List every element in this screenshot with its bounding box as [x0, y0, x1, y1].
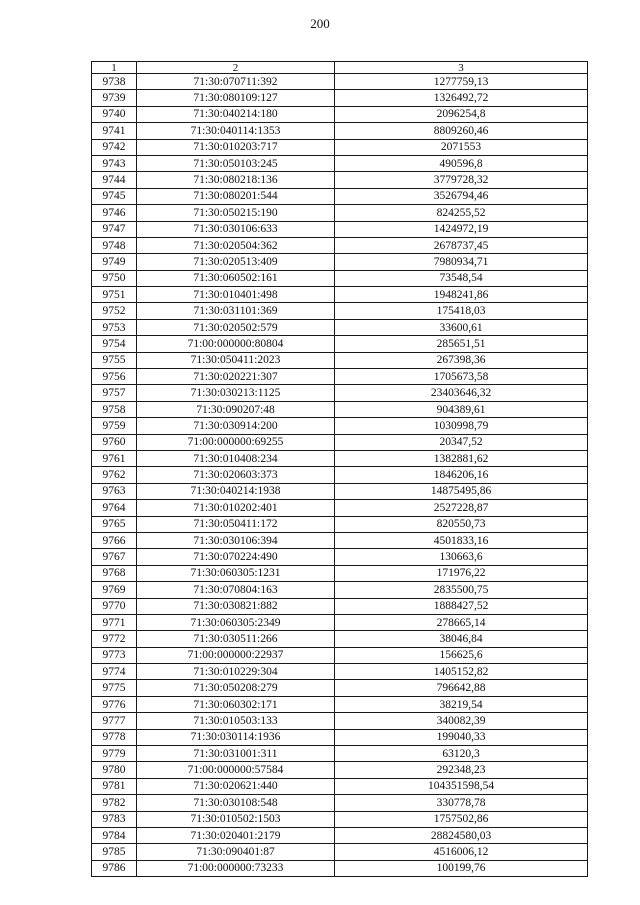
cadastral-number-cell: 71:30:050411:2023: [137, 352, 335, 368]
table-row: [92, 188, 588, 204]
table-row: [92, 483, 588, 499]
table-row: [92, 647, 588, 663]
cadastral-number-cell: 71:30:080109:127: [137, 90, 335, 106]
cadastral-number-cell: 71:30:010503:133: [137, 713, 335, 729]
table-row: [92, 500, 588, 516]
row-number-cell: 9768: [92, 565, 137, 581]
cadastral-number-cell: 71:00:000000:73233: [137, 860, 335, 876]
table-row: [92, 680, 588, 696]
row-number-cell: 9752: [92, 303, 137, 319]
cadastral-number-cell: 71:30:050411:172: [137, 516, 335, 532]
value-cell: 3779728,32: [335, 172, 588, 188]
cadastral-number-cell: 71:30:030914:200: [137, 418, 335, 434]
value-cell: 2678737,45: [335, 237, 588, 253]
cadastral-number-cell: 71:30:050103:245: [137, 155, 335, 171]
cadastral-number-cell: 71:30:060302:171: [137, 696, 335, 712]
table-row: [92, 418, 588, 434]
cadastral-number-cell: 71:30:031101:369: [137, 303, 335, 319]
row-number-cell: 9763: [92, 483, 137, 499]
value-cell: 1846206,16: [335, 467, 588, 483]
row-number-cell: 9785: [92, 844, 137, 860]
row-number-cell: 9786: [92, 860, 137, 876]
value-cell: 1424972,19: [335, 221, 588, 237]
cadastral-number-cell: 71:30:070224:490: [137, 549, 335, 565]
value-cell: 23403646,32: [335, 385, 588, 401]
row-number-cell: 9773: [92, 647, 137, 663]
cadastral-number-cell: 71:30:020504:362: [137, 237, 335, 253]
value-cell: 100199,76: [335, 860, 588, 876]
cadastral-number-cell: 71:30:010408:234: [137, 450, 335, 466]
row-number-cell: 9751: [92, 287, 137, 303]
value-cell: 824255,52: [335, 205, 588, 221]
row-number-cell: 9740: [92, 106, 137, 122]
table-row: [92, 172, 588, 188]
cadastral-number-cell: 71:30:020513:409: [137, 254, 335, 270]
cadastral-number-cell: 71:00:000000:80804: [137, 336, 335, 352]
table-row: [92, 139, 588, 155]
value-cell: 8809260,46: [335, 123, 588, 139]
value-cell: 490596,8: [335, 155, 588, 171]
cadastral-number-cell: 71:30:090401:87: [137, 844, 335, 860]
table-row: [92, 565, 588, 581]
cadastral-number-cell: 71:30:090207:48: [137, 401, 335, 417]
row-number-cell: 9782: [92, 795, 137, 811]
table-row: [92, 762, 588, 778]
value-cell: 292348,23: [335, 762, 588, 778]
cadastral-number-cell: 71:00:000000:57584: [137, 762, 335, 778]
table-row: [92, 860, 588, 876]
value-cell: 2071553: [335, 139, 588, 155]
row-number-cell: 9767: [92, 549, 137, 565]
value-cell: 28824580,03: [335, 827, 588, 843]
row-number-cell: 9753: [92, 319, 137, 335]
row-number-cell: 9755: [92, 352, 137, 368]
row-number-cell: 9780: [92, 762, 137, 778]
value-cell: 285651,51: [335, 336, 588, 352]
table-row: [92, 401, 588, 417]
row-number-cell: 9776: [92, 696, 137, 712]
value-cell: 4516006,12: [335, 844, 588, 860]
cadastral-number-cell: 71:30:010229:304: [137, 664, 335, 680]
table-row: [92, 549, 588, 565]
cadastral-number-cell: 71:30:060305:2349: [137, 614, 335, 630]
value-cell: 63120,3: [335, 746, 588, 762]
value-cell: 199040,33: [335, 729, 588, 745]
table-row: [92, 795, 588, 811]
row-number-cell: 9743: [92, 155, 137, 171]
row-number-cell: 9756: [92, 369, 137, 385]
table-row: [92, 598, 588, 614]
table-row: [92, 778, 588, 794]
cadastral-number-cell: 71:30:040214:180: [137, 106, 335, 122]
row-number-cell: 9761: [92, 450, 137, 466]
value-cell: 3526794,46: [335, 188, 588, 204]
value-cell: 38219,54: [335, 696, 588, 712]
column-header-2: 2: [137, 62, 335, 74]
table-row: [92, 729, 588, 745]
table-body: [92, 74, 588, 877]
value-cell: 2835500,75: [335, 582, 588, 598]
table-row: [92, 696, 588, 712]
value-cell: 130663,6: [335, 549, 588, 565]
table-row: [92, 450, 588, 466]
table-row: [92, 467, 588, 483]
row-number-cell: 9783: [92, 811, 137, 827]
cadastral-number-cell: 71:30:040114:1353: [137, 123, 335, 139]
cadastral-number-cell: 71:30:031001:311: [137, 746, 335, 762]
cadastral-number-cell: 71:30:010203:717: [137, 139, 335, 155]
row-number-cell: 9744: [92, 172, 137, 188]
cadastral-number-cell: 71:30:050208:279: [137, 680, 335, 696]
value-cell: 14875495,86: [335, 483, 588, 499]
row-number-cell: 9739: [92, 90, 137, 106]
value-cell: 1405152,82: [335, 664, 588, 680]
cadastral-number-cell: 71:30:010202:401: [137, 500, 335, 516]
value-cell: 1277759,13: [335, 74, 588, 90]
cadastral-number-cell: 71:30:050215:190: [137, 205, 335, 221]
table-row: [92, 123, 588, 139]
table-row: [92, 237, 588, 253]
row-number-cell: 9747: [92, 221, 137, 237]
column-header-3: 3: [335, 62, 588, 74]
row-number-cell: 9784: [92, 827, 137, 843]
cadastral-number-cell: 71:30:010401:498: [137, 287, 335, 303]
row-number-cell: 9781: [92, 778, 137, 794]
table-row: [92, 90, 588, 106]
value-cell: 104351598,54: [335, 778, 588, 794]
data-table: [91, 61, 588, 877]
cadastral-number-cell: 71:30:030108:548: [137, 795, 335, 811]
value-cell: 7980934,71: [335, 254, 588, 270]
value-cell: 267398,36: [335, 352, 588, 368]
cadastral-number-cell: 71:30:060502:161: [137, 270, 335, 286]
row-number-cell: 9738: [92, 74, 137, 90]
value-cell: 330778,78: [335, 795, 588, 811]
row-number-cell: 9754: [92, 336, 137, 352]
row-number-cell: 9766: [92, 532, 137, 548]
table-row: [92, 516, 588, 532]
value-cell: 4501833,16: [335, 532, 588, 548]
table-row: [92, 582, 588, 598]
table-row: [92, 385, 588, 401]
row-number-cell: 9741: [92, 123, 137, 139]
cadastral-number-cell: 71:30:020221:307: [137, 369, 335, 385]
value-cell: 175418,03: [335, 303, 588, 319]
value-cell: 38046,84: [335, 631, 588, 647]
value-cell: 796642,88: [335, 680, 588, 696]
row-number-cell: 9745: [92, 188, 137, 204]
table-row: [92, 746, 588, 762]
table-row: [92, 844, 588, 860]
table-row: [92, 205, 588, 221]
cadastral-number-cell: 71:30:030106:633: [137, 221, 335, 237]
value-cell: 156625,6: [335, 647, 588, 663]
row-number-cell: 9775: [92, 680, 137, 696]
value-cell: 1030998,79: [335, 418, 588, 434]
row-number-cell: 9757: [92, 385, 137, 401]
page-number: 200: [310, 16, 330, 31]
cadastral-number-cell: 71:30:030213:1125: [137, 385, 335, 401]
table-row: [92, 713, 588, 729]
row-number-cell: 9778: [92, 729, 137, 745]
cadastral-number-cell: 71:00:000000:69255: [137, 434, 335, 450]
cadastral-number-cell: 71:30:030511:266: [137, 631, 335, 647]
value-cell: 1948241,86: [335, 287, 588, 303]
cadastral-number-cell: 71:30:030114:1936: [137, 729, 335, 745]
row-number-cell: 9760: [92, 434, 137, 450]
row-number-cell: 9771: [92, 614, 137, 630]
cadastral-number-cell: 71:30:030106:394: [137, 532, 335, 548]
table-row: [92, 631, 588, 647]
table-row: [92, 811, 588, 827]
row-number-cell: 9772: [92, 631, 137, 647]
table-row: [92, 155, 588, 171]
value-cell: 73548,54: [335, 270, 588, 286]
table-row: [92, 287, 588, 303]
value-cell: 2096254,8: [335, 106, 588, 122]
cadastral-number-cell: 71:30:020502:579: [137, 319, 335, 335]
table-row: [92, 614, 588, 630]
cadastral-number-cell: 71:30:080201:544: [137, 188, 335, 204]
value-cell: 2527228,87: [335, 500, 588, 516]
table-row: [92, 434, 588, 450]
cadastral-number-cell: 71:30:070804:163: [137, 582, 335, 598]
row-number-cell: 9742: [92, 139, 137, 155]
row-number-cell: 9748: [92, 237, 137, 253]
cadastral-number-cell: 71:30:020401:2179: [137, 827, 335, 843]
value-cell: 20347,52: [335, 434, 588, 450]
table-row: [92, 664, 588, 680]
table-row: [92, 74, 588, 90]
table-row: [92, 352, 588, 368]
cadastral-number-cell: 71:30:030821:882: [137, 598, 335, 614]
table-row: [92, 303, 588, 319]
value-cell: 1382881,62: [335, 450, 588, 466]
value-cell: 33600,61: [335, 319, 588, 335]
table-row: [92, 254, 588, 270]
cadastral-number-cell: 71:30:020603:373: [137, 467, 335, 483]
column-header-1: 1: [92, 62, 137, 74]
value-cell: 1888427,52: [335, 598, 588, 614]
row-number-cell: 9777: [92, 713, 137, 729]
row-number-cell: 9749: [92, 254, 137, 270]
value-cell: 904389,61: [335, 401, 588, 417]
cadastral-number-cell: 71:30:020621:440: [137, 778, 335, 794]
cadastral-number-cell: 71:30:080218:136: [137, 172, 335, 188]
cadastral-number-cell: 71:30:010502:1503: [137, 811, 335, 827]
row-number-cell: 9774: [92, 664, 137, 680]
table-row: [92, 532, 588, 548]
value-cell: 1757502,86: [335, 811, 588, 827]
value-cell: 820550,73: [335, 516, 588, 532]
table-row: [92, 827, 588, 843]
value-cell: 340082,39: [335, 713, 588, 729]
cadastral-number-cell: 71:30:040214:1938: [137, 483, 335, 499]
cadastral-number-cell: 71:00:000000:22937: [137, 647, 335, 663]
row-number-cell: 9759: [92, 418, 137, 434]
value-cell: 278665,14: [335, 614, 588, 630]
row-number-cell: 9758: [92, 401, 137, 417]
table-row: [92, 270, 588, 286]
table-row: [92, 336, 588, 352]
cadastral-number-cell: 71:30:060305:1231: [137, 565, 335, 581]
table-row: [92, 221, 588, 237]
row-number-cell: 9750: [92, 270, 137, 286]
cadastral-number-cell: 71:30:070711:392: [137, 74, 335, 90]
row-number-cell: 9746: [92, 205, 137, 221]
value-cell: 171976,22: [335, 565, 588, 581]
row-number-cell: 9765: [92, 516, 137, 532]
value-cell: 1705673,58: [335, 369, 588, 385]
table-header-row: [92, 62, 588, 74]
value-cell: 1326492,72: [335, 90, 588, 106]
table-row: [92, 319, 588, 335]
row-number-cell: 9769: [92, 582, 137, 598]
table-row: [92, 369, 588, 385]
row-number-cell: 9762: [92, 467, 137, 483]
row-number-cell: 9770: [92, 598, 137, 614]
table-row: [92, 106, 588, 122]
row-number-cell: 9779: [92, 746, 137, 762]
row-number-cell: 9764: [92, 500, 137, 516]
